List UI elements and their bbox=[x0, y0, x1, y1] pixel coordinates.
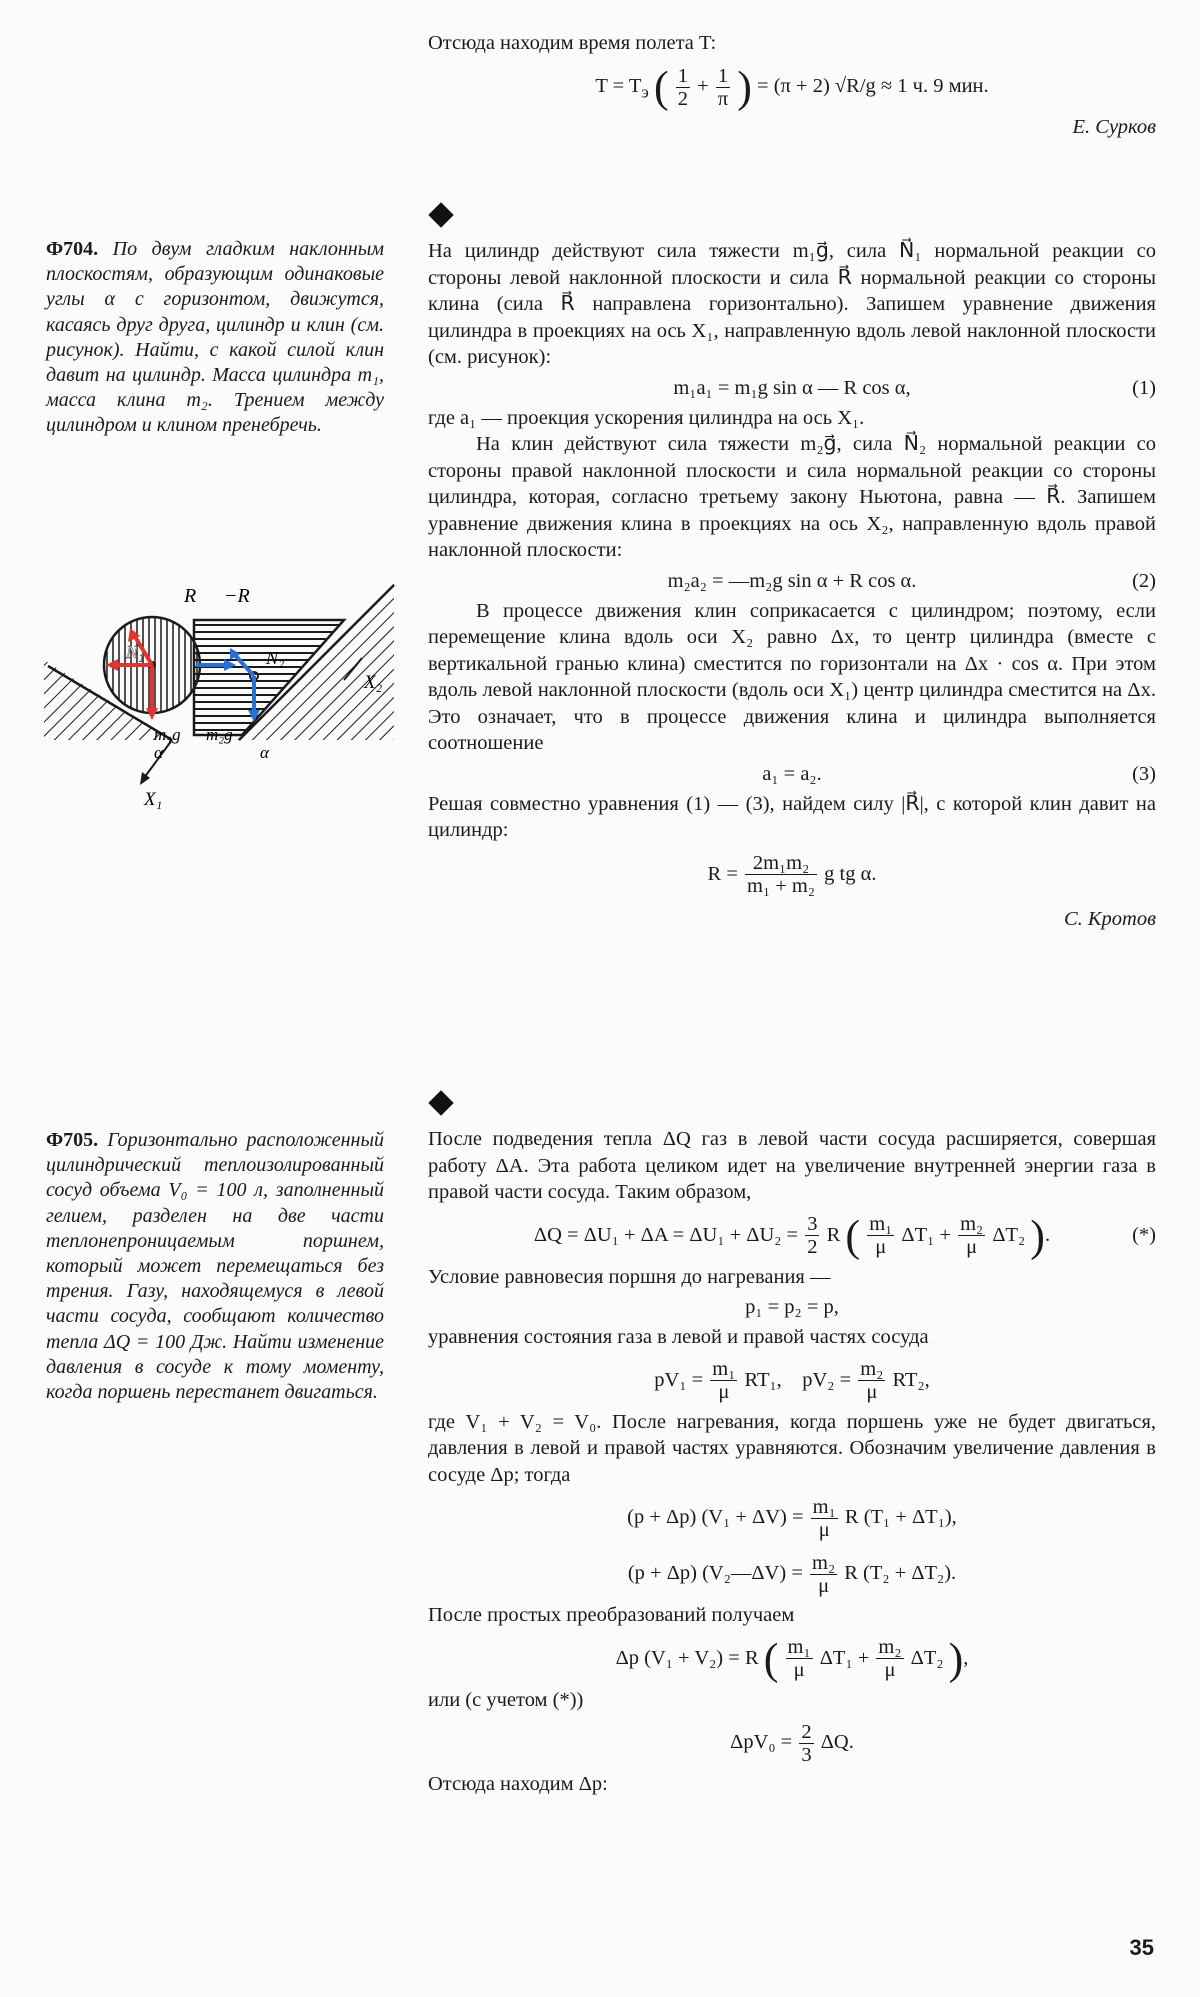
equation-state: pV₁ = $\frac{\text{m₁}}{\mu}$ RT₁, pV₂ = $\frac{\text{m₂}}{\mu}$ RT₂, bbox=[654, 1358, 930, 1404]
flight-time-formula: $T = T_э$ ( $\frac{1}{2}$ + $\frac{1}{\pi}$ ) = (π + 2) √R/g ≈ 1 ч. 9 мин. bbox=[595, 62, 989, 111]
equation-equilibrium: p₁ = p₂ = p, bbox=[745, 1296, 839, 1318]
f705-paragraph-6: или (с учетом (*)) bbox=[428, 1688, 584, 1711]
problem-f705-statement bbox=[46, 1128, 384, 1405]
f705-paragraph-7: Отсюда находим Δp: bbox=[428, 1773, 608, 1795]
f704-paragraph-5: Решая совместно уравнения (1) — (3), найдем силу |R⃗|, с которой клин давит на цилиндр: bbox=[428, 792, 1156, 841]
problem-id: Ф704. bbox=[46, 238, 99, 260]
f705-paragraph-5: После простых преобразований получаем bbox=[428, 1604, 795, 1626]
equation-2: m₂a₂ = —m₂g sin α + R cos α. (2) bbox=[667, 569, 1156, 592]
label-r: R bbox=[184, 585, 197, 607]
page-number: 35 bbox=[1129, 1935, 1154, 1960]
label-alpha-right: α bbox=[260, 743, 269, 762]
f704-paragraph-2: где a₁ — проекция ускорения цилиндра на ось X₁. bbox=[428, 406, 865, 429]
f704-paragraph-3: На клин действуют сила тяжести m₂g⃗, сила N⃗₂ нормальной реакции со стороны правой наклонной плоскости и сила нормальной реакции со стороны цилиндра, которая, согласно третьему закону Ньютона, равна — R⃗. Запишем уравнение движения клина в проекциях на ось X₂, направленную вдоль правой наклонной плоскости: bbox=[428, 433, 1156, 561]
signature-krotov: С. Кротов bbox=[1064, 907, 1156, 930]
equation-combined: Δp (V₁ + V₂) = R ( $\frac{\text{m₁}}{\mu}$ ΔT₁ + $\frac{\text{m₂}}{\mu}$ ΔT₂ ), bbox=[615, 1633, 969, 1683]
label-n1: N₁ bbox=[126, 642, 145, 662]
equation-1: m₁a₁ = m₁g sin α — R cos α, (1) bbox=[673, 376, 1156, 399]
label-m1g: m₁g bbox=[154, 725, 181, 744]
label-alpha-left: α bbox=[154, 743, 163, 762]
f705-paragraph-4: где V₁ + V₂ = V₀. После нагревания, когда поршень уже не будет двигаться, давления в левой и правой частях уравняются. Обозначим увеличение давления в сосуде Δp; тогда bbox=[428, 1410, 1156, 1486]
equation-force-result: R = $\frac{\text{2m₁m₂}}{\text{m₁ + m₂}}$ g tg α. bbox=[707, 852, 877, 898]
label-x1: X₁ bbox=[144, 789, 163, 810]
label-n2: N₂ bbox=[266, 648, 285, 668]
problem-text: Горизонтально расположенный цилиндрический теплоизолированный сосуд объема V₀ = 100 л, заполненный гелием, разделен на две части теплонепроницаемым поршнем, который может перемещаться без трения. Газу, находящемуся в левой части сосуда, сообщают количество тепла ΔQ = 100 Дж. Найти изменение давления в сосуде к тому моменту, когда поршень перестанет двигаться. bbox=[46, 1129, 384, 1404]
equation-3: a₁ = a₂. (3) bbox=[762, 762, 1156, 785]
equation-pressure-change: ΔpV₀ = $\frac{2}{3}$ ΔQ. bbox=[730, 1720, 854, 1766]
problem-f704-statement bbox=[46, 237, 384, 439]
equation-heat-balance: ΔQ = ΔU₁ + ΔA = ΔU₁ + ΔU₂ = $\frac{3}{2}$ R ( $\frac{\text{m₁}}{\mu}$ ΔT₁ + $\frac{\text{m₂}}{\mu}$ ΔT₂ ). (*) bbox=[533, 1210, 1156, 1260]
label-x2: X₂ bbox=[364, 672, 383, 693]
section-diamond-marker bbox=[428, 1090, 453, 1115]
equation-right-after: (p + Δp) (V₂—ΔV) = $\frac{\text{m₂}}{\mu}$ R (T₂ + ΔT₂). bbox=[627, 1551, 957, 1597]
equation-left-after: (p + Δp) (V₁ + ΔV) = $\frac{\text{m₁}}{\mu}$ R (T₁ + ΔT₁), bbox=[627, 1495, 957, 1541]
f705-paragraph-3: уравнения состояния газа в левой и правой частях сосуда bbox=[428, 1326, 929, 1348]
f705-paragraph-2: Условие равновесия поршня до нагревания — bbox=[428, 1265, 831, 1288]
top-section bbox=[428, 30, 1156, 140]
signature-surkov: Е. Сурков bbox=[1072, 115, 1156, 138]
f705-solution bbox=[428, 1086, 1156, 1798]
f704-paragraph-4: В процессе движения клин соприкасается с цилиндром; поэтому, если перемещение клина вдоль оси X₂ равно Δx, то центр цилиндра (вместе с вертикальной гранью клина) сместится по горизонтали на Δx · cos α. При этом вдоль левой наклонной плоскости (вдоль оси X₁) центр цилиндра сместится на Δx. Это означает, что в процессе движения клина и цилиндра выполняется соотношение bbox=[428, 599, 1156, 754]
problem-text: По двум гладким наклонным плоскостям, образующим одинаковые углы α с горизонтом, движутся, касаясь друг друга, цилиндр и клин (см. рисунок). Найти, с какой силой клин давит на цилиндр. Масса цилиндра m₁, масса клина m₂. Трением между цилиндром и клином пренебречь. bbox=[46, 238, 385, 437]
f704-paragraph-1: На цилиндр действуют сила тяжести m₁g⃗, сила N⃗₁ нормальной реакции со стороны левой наклонной плоскости и сила R⃗ нормальной реакции со стороны клина (сила R⃗ направлена горизонтально). Запишем уравнение движения цилиндра в проекциях на ось X₁, направленную вдоль левой наклонной плоскости (см. рисунок): bbox=[428, 240, 1156, 368]
section-diamond-marker bbox=[428, 202, 453, 227]
problem-id: Ф705. bbox=[46, 1129, 99, 1151]
f705-paragraph-1: После подведения тепла ΔQ газ в левой части сосуда расширяется, совершая работу ΔA. Эта работа целиком идет на увеличение внутренней энергии газа в правой части сосуда. Таким образом, bbox=[428, 1128, 1156, 1203]
cylinder-wedge-figure bbox=[44, 580, 404, 820]
top-lead: Отсюда находим время полета T: bbox=[428, 32, 717, 54]
label-m2g: m₂g bbox=[206, 725, 233, 744]
f704-solution bbox=[428, 198, 1156, 932]
label-minus-r: −R bbox=[224, 585, 250, 607]
